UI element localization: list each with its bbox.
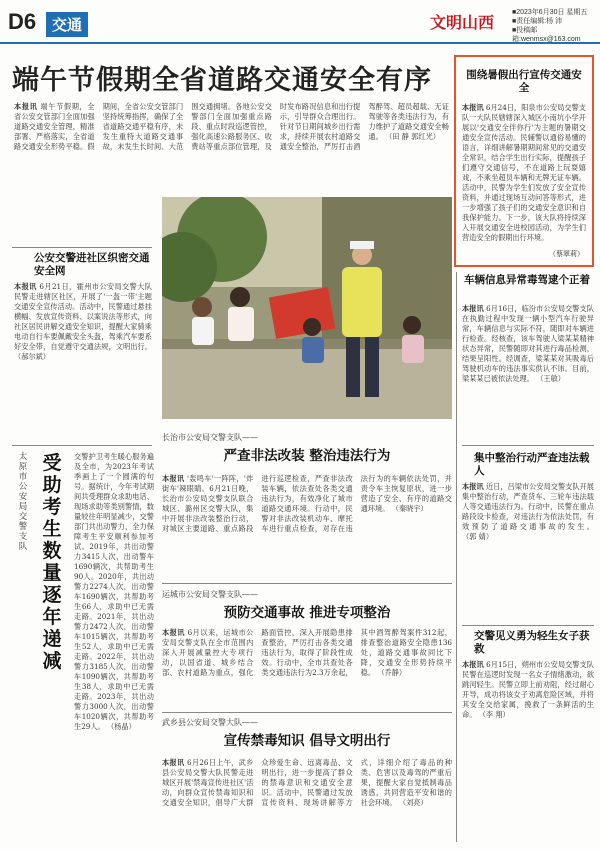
side-right-3-body	[462, 660, 594, 840]
side-right-1-body	[462, 304, 594, 440]
side-left-title-wrap	[34, 252, 152, 278]
divider	[462, 445, 594, 446]
article-wuxiang-head	[162, 717, 452, 749]
side-right-2-head	[474, 452, 594, 478]
article-yuncheng-text: 6月以来，运城市公安局交警支队在全市范围内深入开展减量控大专项行动，以国省道、城乡结合部、农村道路为重点，强化路面管控，深入开展隐患排查整治，严厉打击各类交通违法行为，取得了阶段性成效。行动中，全市共查处各类交通违法行为2.3万余起，其中酒驾醉驾案件312起，排查整治道路安全隐患136处，道路交通事故同比下降，交通安全形势持续平稳。	[162, 628, 452, 677]
masthead-brand: 文明山西	[430, 13, 495, 32]
main-article-text: 端午节假期，全省公安交管部门全面加强道路交通安全管理，精准部署、严格落实，全省道路交通安全形势平稳。假期间，全省公安交管部门坚持统筹指挥，确保了全省道路交通平稳有序，未发生重特大道路交通事故，未发生长时间、大范围交通拥堵。各地公安交警部门全面加强重点路段、重点时段巡逻管控，强化高速公路服务区、收费站等重点部位管理，及时发布路况信息和出行提示，引导群众合理出行。针对节日期间城乡出行需求，持续开展农村道路交通安全整治，严厉打击酒驾醉驾、超员超载、无证驾驶等各类违法行为，有力维护了道路交通安全畅通。	[14, 102, 449, 151]
divider	[162, 583, 452, 584]
section-badge: 交通	[46, 12, 88, 37]
highlight-box-title: 围绕暑假出行宣传交通安全	[466, 69, 582, 94]
article-wuxiang-text: 6月26日上午，武乡县公安局交警大队民警走进城区开展'禁毒宣传进社区'活动，向群众宣传禁毒知识和交通安全知识，倡导广大群众珍爱生命、远离毒品、文明出行，进一步提高了群众的禁毒意识和交通安全意识。活动中，民警通过发放宣传资料、现场讲解等方式，详细介绍了毒品的种类、危害以及毒驾的严重后果，提醒大家自觉抵制毒品诱惑，共同营造平安和谐的社会环境。	[162, 758, 452, 807]
side-right-3-sign: （李 翔）	[478, 710, 510, 719]
side-right-1-title: 车辆信息异常毒驾逮个正着	[464, 274, 590, 286]
issue-meta	[512, 8, 600, 44]
vertical-headline: 受助考生数量逐年递减	[42, 452, 62, 672]
side-right-2-body	[462, 482, 594, 602]
side-left-text: 6月21日，霍州市公安局交警大队民警走进辖区社区，开展了'一盔一带'主题交通安全宣传活动。活动中，民警通过悬挂横幅、发放宣传资料、以案说法等形式，向社区居民讲解交通安全知识，提醒大家骑乘电动自行车要佩戴安全头盔，驾乘汽车要系好安全带，自觉遵守交通法规，文明出行。	[14, 282, 152, 351]
side-left-title: 公安交警进社区织密交通安全网	[34, 252, 150, 277]
article-yuncheng-headline: 预防交通事故 推进专项整治	[223, 605, 391, 621]
article-changzhi-kicker: 长治市公安局交警支队——	[162, 433, 258, 442]
article-wuxiang-headline: 宣传禁毒知识 倡导文明出行	[223, 733, 391, 749]
side-right-3-title: 交警见义勇为轻生女子获救	[474, 630, 590, 655]
highlight-box-sign: （蔡翠莉）	[549, 250, 584, 258]
article-wuxiang-body	[162, 758, 452, 842]
issue-editor: ■责任编辑:杨 沛	[512, 18, 563, 25]
article-changzhi-lead: 本报讯	[162, 474, 185, 483]
side-right-3-lead: 本报讯	[462, 660, 484, 669]
article-yuncheng-body	[162, 628, 452, 710]
article-yuncheng-lead: 本报讯	[162, 628, 185, 637]
article-wuxiang-sign: （刘亮）	[398, 798, 428, 807]
side-right-3-text: 6月15日，朔州市公安局交警支队民警在巡逻时发现一名女子情绪激动，欲跳河轻生。民警立即上前劝阻，经过耐心开导，成功将该女子劝离危险区域，并将其安全交给家属，挽救了一条鲜活的生命。	[462, 660, 594, 719]
main-headline: 端午节假期全省道路交通安全有序	[12, 65, 432, 96]
divider	[12, 445, 152, 446]
news-photo	[162, 197, 452, 419]
highlight-box-body	[462, 103, 586, 261]
article-changzhi-sign: （秦晓宇）	[391, 504, 428, 513]
side-right-1-head	[464, 274, 594, 287]
highlight-box-lead: 本报讯	[462, 103, 484, 112]
article-changzhi-text: '轰鸣车'一阵阵，'炸街车'辣眼睛。6月21日晚，长治市公安局交警支队联合城区、潞州区交警大队，集中开展非法改装整治行动，对城区主要道路、重点路段进行巡逻检查，严查非法改装车辆，依法查处各类交通违法行为，有效净化了城市道路交通环境。行动中，民警对非法改装机动车、摩托车进行重点检查，对存在违法行为的车辆依法处罚，并责令车主恢复原状，进一步营造了安全、有序的道路交通环境。	[162, 474, 452, 533]
main-article-sign: （田 静 郭红光）	[385, 132, 440, 141]
page-number: D6	[8, 9, 37, 34]
article-yuncheng-kicker: 运城市公安局交警支队——	[162, 590, 258, 599]
side-right-2-text: 近日，吕梁市公安局交警支队开展集中整治行动，严查货车、三轮车违法载人等交通违法行为。行动中，民警在重点路段设卡检查，对违法行为依法处罚，有效预防了道路交通事故的发生。	[462, 482, 594, 531]
side-right-2-sign: （郭 婧）	[462, 532, 494, 541]
vertical-article-body	[74, 452, 154, 838]
column-divider	[456, 272, 457, 842]
side-right-3-head	[474, 630, 594, 656]
side-right-2-lead: 本报讯	[462, 482, 484, 491]
article-changzhi-body	[162, 474, 452, 578]
vertical-article-text: 交警护卫考生暖心服务遍及全市，为2023年考试季画上了一个圆满的句号。据统计，今年考试期间共受理群众求助电话、现场求助等类别警情，数量较往年明显减少，交警部门共出动警力，全力保障考生平安顺利参加考试。2019年，共出动警力3415人次，出动警车1690辆次，共帮助考生90人。2020年，共出动警力2274人次，出动警车1690辆次，共帮助考生66人，求助中已无需走路。2021年，共出动警力2472人次，出动警车1015辆次，共帮助考生52人，求助中已无需走路。2022年，共出动警力3185人次，出动警车1090辆次，共帮助考生38人，求助中已无需走路。2023年，共出动警力3000人次，出动警车1020辆次，共帮助考生29人。	[74, 452, 154, 731]
article-yuncheng-sign: （乔静）	[377, 668, 407, 677]
article-changzhi-head	[162, 432, 452, 464]
vertical-kicker: 太原市公安局交警支队	[18, 452, 28, 552]
side-left-lead: 本报讯	[14, 282, 37, 291]
highlight-box	[454, 55, 594, 267]
highlight-box-text: 6月24日，阳泉市公安局交警支队一大队民辖辖深入城区小南坑小学开展以'交通安全伴你行'为主题的暑期交通安全宣传活动。民辅警以通俗易懂的语言，详细讲解暑期期间常见的交通安全常识，结合学生出行实际，提醒孩子们遵守交通信号，不在道路上玩耍嬉戏，不乘坐超员车辆和无牌无证车辆。活动中，民警为学生们发放了安全宣传资料，并通过现场互动问答等形式，进一步增强了孩子们的交通安全意识和自我保护能力。下一步，该大队将持续深入开展交通安全进校园活动，为学生们营造安全的假期出行环境。	[462, 103, 586, 242]
article-wuxiang-lead: 本报讯	[162, 758, 185, 767]
divider	[162, 712, 452, 713]
side-left-body	[14, 282, 152, 442]
side-right-1-sign: （王敏）	[536, 374, 565, 383]
side-right-2-title: 集中整治行动严查违法载人	[474, 452, 590, 477]
divider	[12, 247, 152, 248]
article-changzhi-headline: 严查非法改装 整治违法行为	[223, 448, 391, 464]
vertical-article-sign: （杨晶）	[107, 722, 136, 731]
photo-illustration	[162, 197, 452, 419]
main-article-body	[14, 102, 449, 194]
issue-date: ■2023年6月30日 星期五	[512, 9, 588, 16]
main-article-lead: 本报讯	[14, 102, 38, 111]
side-right-1-text: 6月16日，临汾市公安局交警支队在执勤过程中发现一辆小型汽车行驶异常，车辆信息与实际不符，随即对车辆进行检查。经核查，该车驾驶人梁某某精神状态异常，民警随即对其进行毒品检测，结果呈阳性。经调查，梁某某对其吸毒后驾驶机动车的违法事实供认不讳。目前，梁某某已被依法处理。	[462, 304, 594, 383]
page-header	[0, 0, 600, 44]
side-left-sign: （郝尔斌）	[14, 352, 50, 361]
divider	[462, 625, 594, 626]
side-right-1-lead: 本报讯	[462, 304, 484, 313]
issue-email: ■投稿邮箱:wenmsx@163.com	[512, 27, 581, 43]
article-yuncheng-head	[162, 589, 452, 621]
article-wuxiang-kicker: 武乡县公安局交警大队——	[162, 718, 258, 727]
